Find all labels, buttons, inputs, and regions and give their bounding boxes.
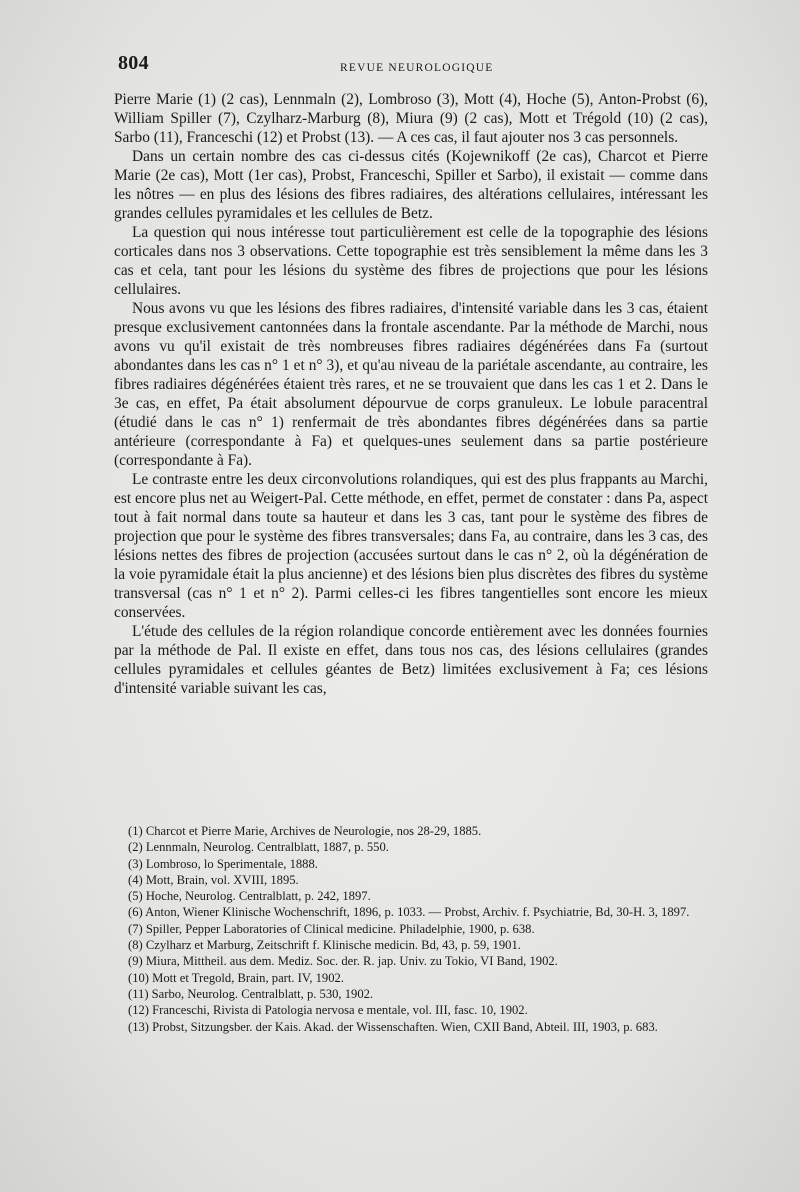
paragraph: Dans un certain nombre des cas ci-dessus cités (Kojewnikoff (2e cas), Charcot et Pierre Marie (2e cas), Mott (1er cas), Probst, Franceschi, Spiller et Sarbo), il existait — comme dans les nôtres — en plus des lésions des fibres radiaires, des altérations cellulaires, intéressant les grandes cellules pyramidales et les cellules de Betz. <box>114 148 708 222</box>
footnote: (4) Mott, Brain, vol. XVIII, 1895. <box>128 872 299 887</box>
paragraph: La question qui nous intéresse tout particulièrement est celle de la topographie des lésions corticales dans nos 3 observations. Cette topographie est très sensiblement la même dans les 3 cas et cela, tant pour les lésions du système des fibres de projections que pour les lésions cellulaires. <box>114 224 708 298</box>
paragraph: Nous avons vu que les lésions des fibres radiaires, d'intensité variable dans les 3 cas, étaient presque exclusivement cantonnées dans la frontale ascendante. Par la méthode de Marchi, nous avons vu qu'il existait de très nombreuses fibres radiaires dégénérées dans Fa (surtout abondantes dans les cas n° 1 et n° 3), et qu'au niveau de la pariétale ascendante, au contraire, les fibres radiaires dégénérées étaient très rares, et ne se trouvaient que dans les cas 1 et 2. Dans le 3e cas, en effet, Pa était absolument dépourvue de corps granuleux. Le lobule paracentral (étudié dans le cas n° 1) renfermait de très abondantes fibres dégénérées dans sa partie antérieure (correspondante à Fa) et quelques-unes seulement dans sa partie postérieure (correspondante à Fa). <box>114 300 708 469</box>
footnote: (5) Hoche, Neurolog. Centralblatt, p. 242, 1897. <box>128 889 371 904</box>
footnote: (6) Anton, Wiener Klinische Wochenschrift, 1896, p. 1033. — Probst, Archiv. f. Psychiatrie, Bd, 30-H. 3, 1897. <box>128 905 690 920</box>
footnote: (10) Mott et Tregold, Brain, part. IV, 1902. <box>128 970 344 985</box>
paragraph: L'étude des cellules de la région rolandique concorde entièrement avec les données fournies par la méthode de Pal. Il existe en effet, dans tous nos cas, des lésions cellulaires (grandes cellules pyramidales et cellules géantes de Betz) limitées exclusivement à Fa; ces lésions d'intensité variable suivant les cas, <box>114 623 708 697</box>
footnote: (12) Franceschi, Rivista di Patologia nervosa e mentale, vol. III, fasc. 10, 1902. <box>128 1003 528 1018</box>
footnote: (2) Lennmaln, Neurolog. Centralblatt, 1887, p. 550. <box>128 840 389 855</box>
page-number: 804 <box>118 52 149 74</box>
footnote: (3) Lombroso, lo Sperimentale, 1888. <box>128 856 318 871</box>
footnote: (1) Charcot et Pierre Marie, Archives de Neurologie, nos 28-29, 1885. <box>128 824 482 838</box>
paragraph: Le contraste entre les deux circonvolutions rolandiques, qui est des plus frappants au Marchi, est encore plus net au Weigert-Pal. Cette méthode, en effet, permet de constater : dans Pa, aspect tout à fait normal dans toute sa hauteur et dans les 3 cas, tant pour le système des fibres de projection que pour le système des fibres transversales; dans Fa, au contraire, dans les 3 cas, des lésions nettes des fibres de projection (accusées surtout dans le cas n° 2, où la dégénération de la voie pyramidale était la plus ancienne) et des lésions bien plus discrètes des fibres du système transversal (cas n° 1 et n° 2). Parmi celles-ci les fibres tangentielles sont encore les mieux conservées. <box>114 471 708 621</box>
footnotes <box>114 823 708 1035</box>
body-text <box>114 90 708 698</box>
footnote: (13) Probst, Sitzungsber. der Kais. Akad. der Wissenschaften. Wien, CXII Band, Abteil. III, 1903, p. 683. <box>128 1019 658 1034</box>
footnote: (11) Sarbo, Neurolog. Centralblatt, p. 530, 1902. <box>128 986 374 1001</box>
running-title: REVUE NEUROLOGIQUE <box>340 62 494 74</box>
footnote: (8) Czylharz et Marburg, Zeitschrift f. Klinische medicin. Bd, 43, p. 59, 1901. <box>128 938 521 953</box>
page-header <box>118 52 718 76</box>
footnote: (9) Miura, Mittheil. aus dem. Mediz. Soc. der. R. jap. Univ. zu Tokio, VI Band, 1902. <box>128 954 558 969</box>
footnote: (7) Spiller, Pepper Laboratories of Clinical medicine. Philadelphie, 1900, p. 638. <box>128 921 535 936</box>
paragraph: Pierre Marie (1) (2 cas), Lennmaln (2), Lombroso (3), Mott (4), Hoche (5), Anton-Probst (6), William Spiller (7), Czylharz-Marburg (8), Miura (9) (2 cas), Mott et Trégold (10) (2 cas), Sarbo (11), Franceschi (12) et Probst (13). — A ces cas, il faut ajouter nos 3 cas personnels. <box>114 91 708 146</box>
